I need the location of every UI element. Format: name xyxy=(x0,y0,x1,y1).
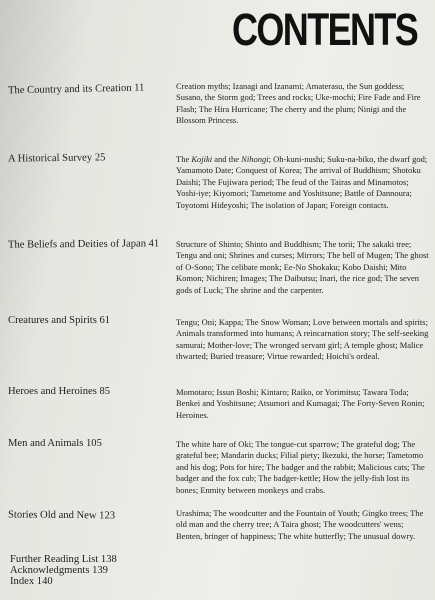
back-matter-list xyxy=(10,554,117,587)
back-matter-index: Index 140 xyxy=(10,576,53,587)
section-title-heroes: Heroes and Heroines 85 xyxy=(8,386,111,397)
section-desc-history: The Kojiki and the Nihongi; Oh-kuni-nushi; Suku-na-biko, the dwarf god; Yamamoto Date; Conquest of Korea; The arrival of Buddhism; Shotoku Daishi; The Fujiwara period; The feud of the Tairas and Minamotos; Yoshi-iye; Kiyomori; Tametome and Yoshitsune; Battle of Dannoura; Toyotomi Hideyoshi; The isolation of Japan; Foreign contacts. xyxy=(176,154,428,210)
section-desc-heroes: Momotaro; Issun Boshi; Kintaro; Raiko, or Yorimitsu; Tawara Toda; Benkei and Yoshitsune; Atsumori and Kumagai; The Forty-Seven Ronin; Heroines. xyxy=(176,387,425,420)
section-desc-stories: Urashima; The woodcutter and the Fountain of Youth; Gingko trees; The old man and the cherry tree; A Taira ghost; The woodcutters' wens; Benten, bringer of happiness; The white butterfly; The unusual dowry. xyxy=(176,508,424,541)
section-desc-animals: The white hare of Oki; The tongue-cut sparrow; The grateful dog; The grateful bee; Mandarin ducks; Filial piety; Ikezuki, the horse; Tametomo and his dog; Pots for hire; The badger and the rabbit; Malicious cats; The badger and the fox cub; The badger-kettle; How the jelly-fish lost its bones; Enmity between monkeys and crabs. xyxy=(176,439,425,495)
book-title-kojiki: Kojiki xyxy=(191,154,213,164)
section-title-history: A Historical Survey 25 xyxy=(7,152,106,165)
back-matter-acknowledgments: Acknowledgments 139 xyxy=(10,565,108,576)
section-desc-creatures: Tengu; Oni; Kappa; The Snow Woman; Love between mortals and spirits; Animals transformed into humans; A reincarnation story; The self-seeking samurai; Mother-love; The wronged servant girl; A temple ghost; Malice thwarted; Buried treasure; Virtue rewarded; Hoichi's ordeal. xyxy=(176,317,429,362)
section-title-creatures: Creatures and Spirits 61 xyxy=(8,315,111,326)
section-title-stories: Stories Old and New 123 xyxy=(7,509,116,522)
section-title-beliefs: The Beliefs and Deities of Japan 41 xyxy=(7,238,160,251)
book-title-nihongi: Nihongi xyxy=(241,154,269,164)
back-matter-further-reading: Further Reading List 138 xyxy=(10,554,117,565)
section-title-animals: Men and Animals 105 xyxy=(8,438,102,449)
section-desc-country: Creation myths; Izanagi and Izanami; Amaterasu, the Sun goddess; Susano, the Storm god; Trees and rocks; Uke-mochi; Fire Fade and Fire Flash; The Hira Hurricane; The cherry and the plum; Ninigi and the Blossom Princess. xyxy=(176,81,421,126)
section-title-country: The Country and its Creation 11 xyxy=(7,82,145,97)
section-desc-beliefs: Structure of Shinto; Shinto and Buddhism; The torii; The sakaki tree; Tengu and oni; Shrines and curses; Mirrors; The bell of Mugen; The ghost of O-Sono; The celibate monk; Ee-No Shokaku; Kobo Daishi; Mito Komon; Nichiren; Images; The Daibutsu; Inari, the rice god; The seven gods of Luck; The shrine and the carpenter. xyxy=(176,239,429,295)
page-title: CONTENTS xyxy=(232,4,418,55)
